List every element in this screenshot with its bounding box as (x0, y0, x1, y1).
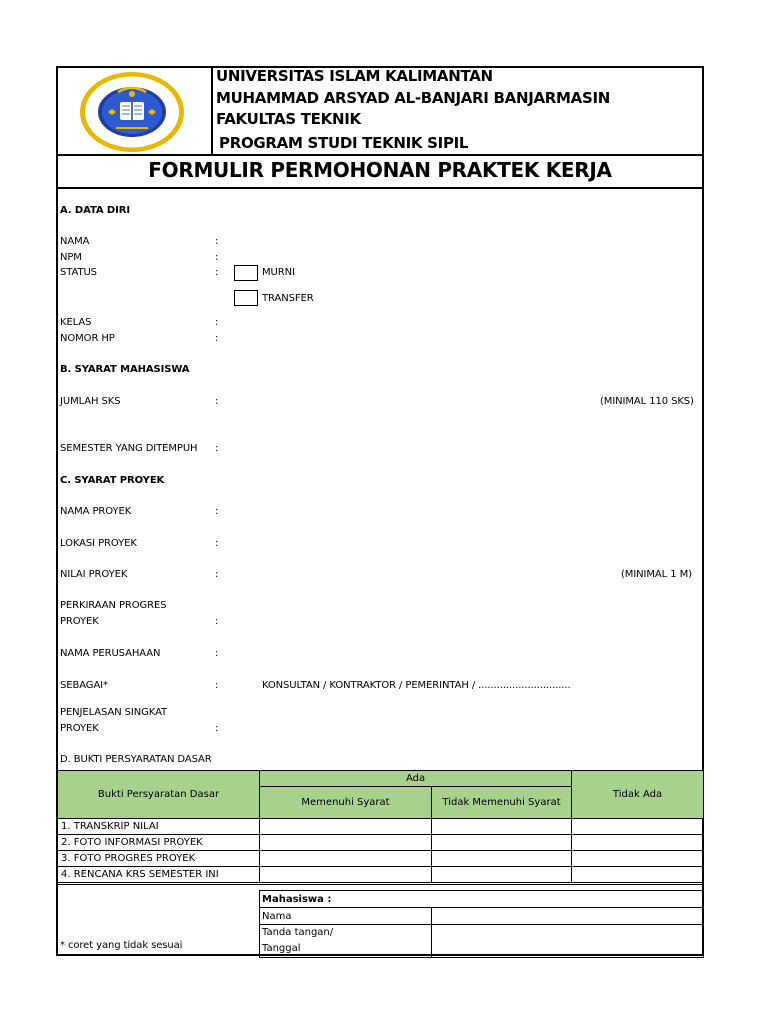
requirements-table (57, 770, 704, 883)
colon: : (215, 317, 219, 328)
colon: : (215, 616, 219, 627)
col-bukti-header: Bukti Persyaratan Dasar (58, 771, 260, 819)
label-sebagai: SEBAGAI* (60, 680, 108, 691)
label-perkiraan-progres: PERKIRAAN PROGRES (60, 600, 167, 611)
cell-tidak-memenuhi[interactable] (432, 835, 572, 851)
table-row-label: 1. TRANSKRIP NILAI (58, 819, 260, 835)
colon: : (215, 333, 219, 344)
cell-tidak-ada[interactable] (572, 867, 704, 883)
cell-memenuhi[interactable] (260, 819, 432, 835)
label-semester: SEMESTER YANG DITEMPUH (60, 443, 198, 454)
cell-tidak-ada[interactable] (572, 819, 704, 835)
signature-ttd-line2: Tanggal (262, 943, 301, 954)
colon: : (215, 569, 219, 580)
table-row-label: 2. FOTO INFORMASI PROYEK (58, 835, 260, 851)
table-row-label: 3. FOTO PROGRES PROYEK (58, 851, 260, 867)
section-a-heading: A. DATA DIRI (60, 205, 130, 216)
signature-nama-label: Nama (260, 908, 432, 925)
checkbox-transfer[interactable] (234, 290, 258, 306)
cell-tidak-memenuhi[interactable] (432, 819, 572, 835)
program-name: PROGRAM STUDI TEKNIK SIPIL (219, 134, 469, 152)
col-tidak-memenuhi-header: Tidak Memenuhi Syarat (432, 787, 572, 819)
label-transfer: TRANSFER (262, 293, 314, 304)
signature-ttd-line1: Tanda tangan/ (262, 927, 334, 938)
col-memenuhi-header: Memenuhi Syarat (260, 787, 432, 819)
label-nilai-proyek: NILAI PROYEK (60, 569, 128, 580)
label-status: STATUS (60, 267, 97, 278)
sebagai-options: KONSULTAN / KONTRAKTOR / PEMERINTAH / .............................. (262, 680, 571, 691)
signature-table (259, 890, 704, 958)
section-d-heading: D. BUKTI PERSYARATAN DASAR (60, 754, 212, 765)
faculty-name: FAKULTAS TEKNIK (216, 110, 361, 128)
label-perkiraan-proyek: PROYEK (60, 616, 99, 627)
signature-mahasiswa-label: Mahasiswa : (260, 891, 704, 908)
label-nama: NAMA (60, 236, 90, 247)
colon: : (215, 396, 219, 407)
cell-memenuhi[interactable] (260, 851, 432, 867)
cell-memenuhi[interactable] (260, 835, 432, 851)
footnote: * coret yang tidak sesuai (60, 940, 183, 951)
form-title: FORMULIR PERMOHONAN PRAKTEK KERJA (148, 158, 612, 182)
section-b-heading: B. SYARAT MAHASISWA (60, 364, 190, 375)
label-penjelasan-singkat: PENJELASAN SINGKAT (60, 707, 168, 718)
col-ada-header: Ada (260, 771, 572, 787)
colon: : (215, 236, 219, 247)
cell-memenuhi[interactable] (260, 867, 432, 883)
colon: : (215, 723, 219, 734)
label-kelas: KELAS (60, 317, 92, 328)
colon: : (215, 506, 219, 517)
checkbox-murni[interactable] (234, 265, 258, 281)
title-divider (56, 187, 704, 189)
note-minimal-nilai: (MINIMAL 1 M) (621, 569, 692, 580)
colon: : (215, 648, 219, 659)
university-logo-icon (78, 70, 186, 154)
label-npm: NPM (60, 252, 82, 263)
cell-tidak-ada[interactable] (572, 835, 704, 851)
cell-tidak-memenuhi[interactable] (432, 867, 572, 883)
label-jumlah-sks: JUMLAH SKS (60, 396, 121, 407)
label-murni: MURNI (262, 267, 295, 278)
signature-nama-field[interactable] (432, 908, 704, 925)
section-c-heading: C. SYARAT PROYEK (60, 475, 165, 486)
colon: : (215, 538, 219, 549)
signature-top-divider (56, 884, 704, 885)
header-divider (56, 154, 704, 156)
colon: : (215, 443, 219, 454)
label-nama-perusahaan: NAMA PERUSAHAAN (60, 648, 161, 659)
label-nomor-hp: NOMOR HP (60, 333, 115, 344)
label-nama-proyek: NAMA PROYEK (60, 506, 132, 517)
university-name-2: MUHAMMAD ARSYAD AL-BANJARI BANJARMASIN (216, 89, 611, 107)
colon: : (215, 267, 219, 278)
signature-ttd-field[interactable] (432, 925, 704, 958)
logo-divider (211, 66, 213, 155)
cell-tidak-memenuhi[interactable] (432, 851, 572, 867)
colon: : (215, 680, 219, 691)
label-lokasi-proyek: LOKASI PROYEK (60, 538, 137, 549)
university-name: UNIVERSITAS ISLAM KALIMANTAN (216, 67, 493, 85)
label-penjelasan-proyek: PROYEK (60, 723, 99, 734)
cell-tidak-ada[interactable] (572, 851, 704, 867)
table-row-label: 4. RENCANA KRS SEMESTER INI (58, 867, 260, 883)
col-tidak-ada-header: Tidak Ada (572, 771, 704, 819)
signature-ttd-label (260, 925, 432, 958)
note-minimal-sks: (MINIMAL 110 SKS) (600, 396, 694, 407)
colon: : (215, 252, 219, 263)
